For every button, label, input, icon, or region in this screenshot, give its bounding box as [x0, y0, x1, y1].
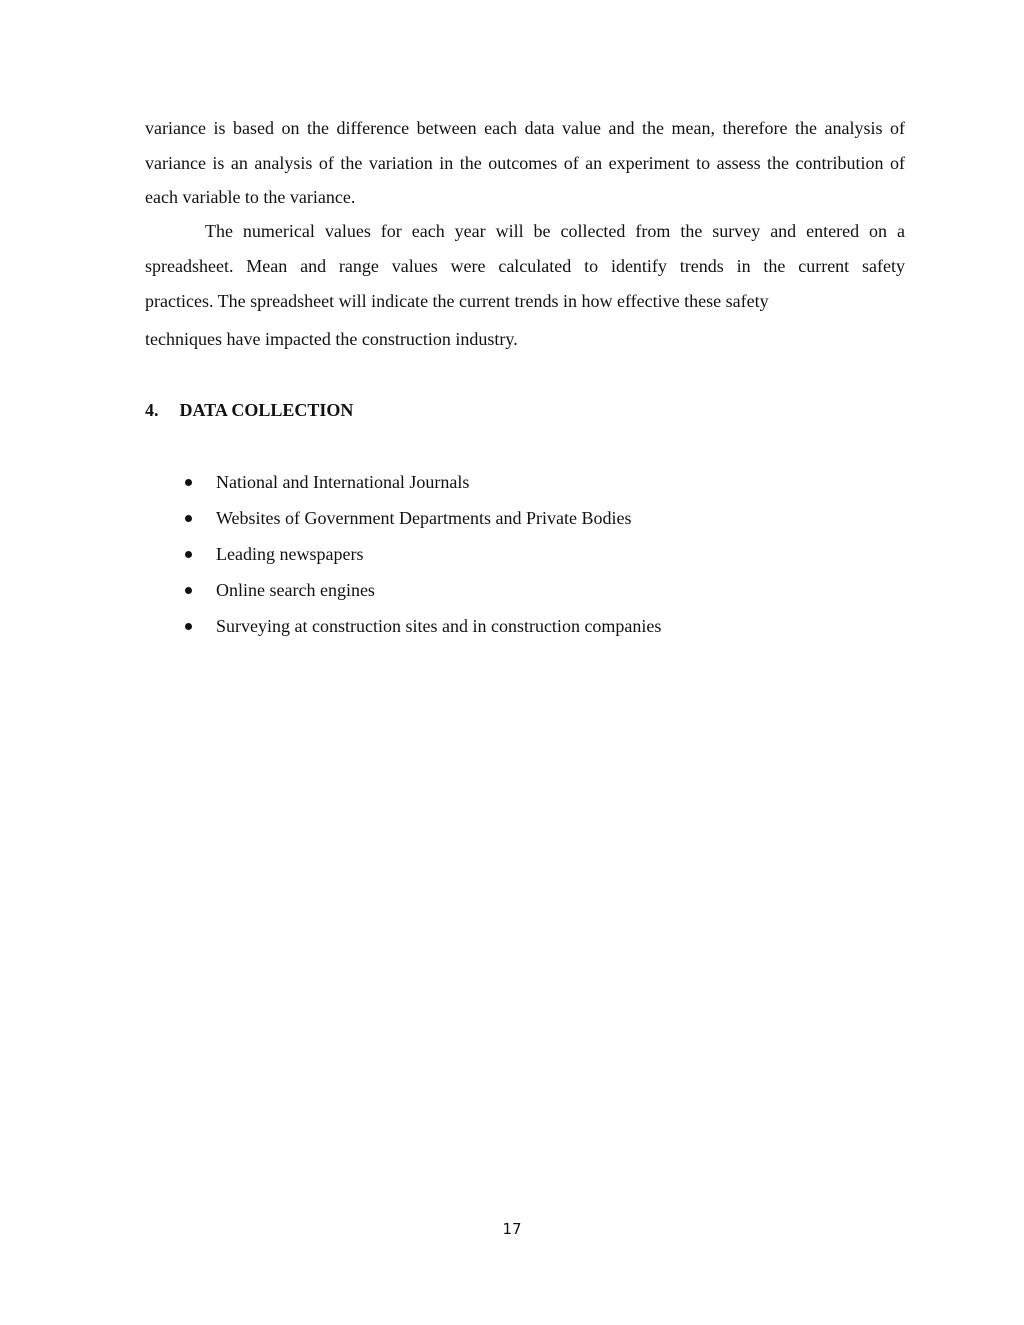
bullet-icon	[185, 479, 192, 486]
list-item-text: Online search engines	[216, 580, 375, 600]
list-item-text: Leading newspapers	[216, 544, 364, 564]
list-item-text: National and International Journals	[216, 472, 470, 492]
bullet-icon	[185, 587, 192, 594]
bullet-icon	[185, 515, 192, 522]
list-item-text: Websites of Government Departments and Private Bodies	[216, 508, 632, 528]
body-paragraph-spreadsheet-line: practices. The spreadsheet will indicate the current trends in how effective these safety	[145, 291, 769, 311]
list-item	[182, 502, 661, 538]
body-paragraph-techniques-line: techniques have impacted the construction industry.	[145, 329, 518, 349]
list-item	[182, 538, 661, 574]
bullet-icon	[185, 623, 192, 630]
section-title: DATA COLLECTION	[179, 400, 354, 420]
list-item	[182, 574, 661, 610]
data-sources-list	[182, 466, 661, 646]
section-heading	[145, 395, 353, 425]
section-number: 4.	[145, 400, 159, 420]
body-paragraph-numerical-values: The numerical values for each year will be collected from the survey and entered on a spreadsheet. Mean and range values were calculated to identify trends in the current safety	[145, 221, 905, 276]
page-number: 17	[502, 1220, 522, 1238]
body-paragraph-variance: variance is based on the difference between each data value and the mean, therefore the analysis of variance is an analysis of the variation in the outcomes of an experiment to assess the contribution of each variable to the variance.	[145, 118, 905, 207]
bullet-icon	[185, 551, 192, 558]
list-item	[182, 466, 661, 502]
list-item	[182, 610, 661, 646]
list-item-text: Surveying at construction sites and in construction companies	[216, 616, 662, 636]
